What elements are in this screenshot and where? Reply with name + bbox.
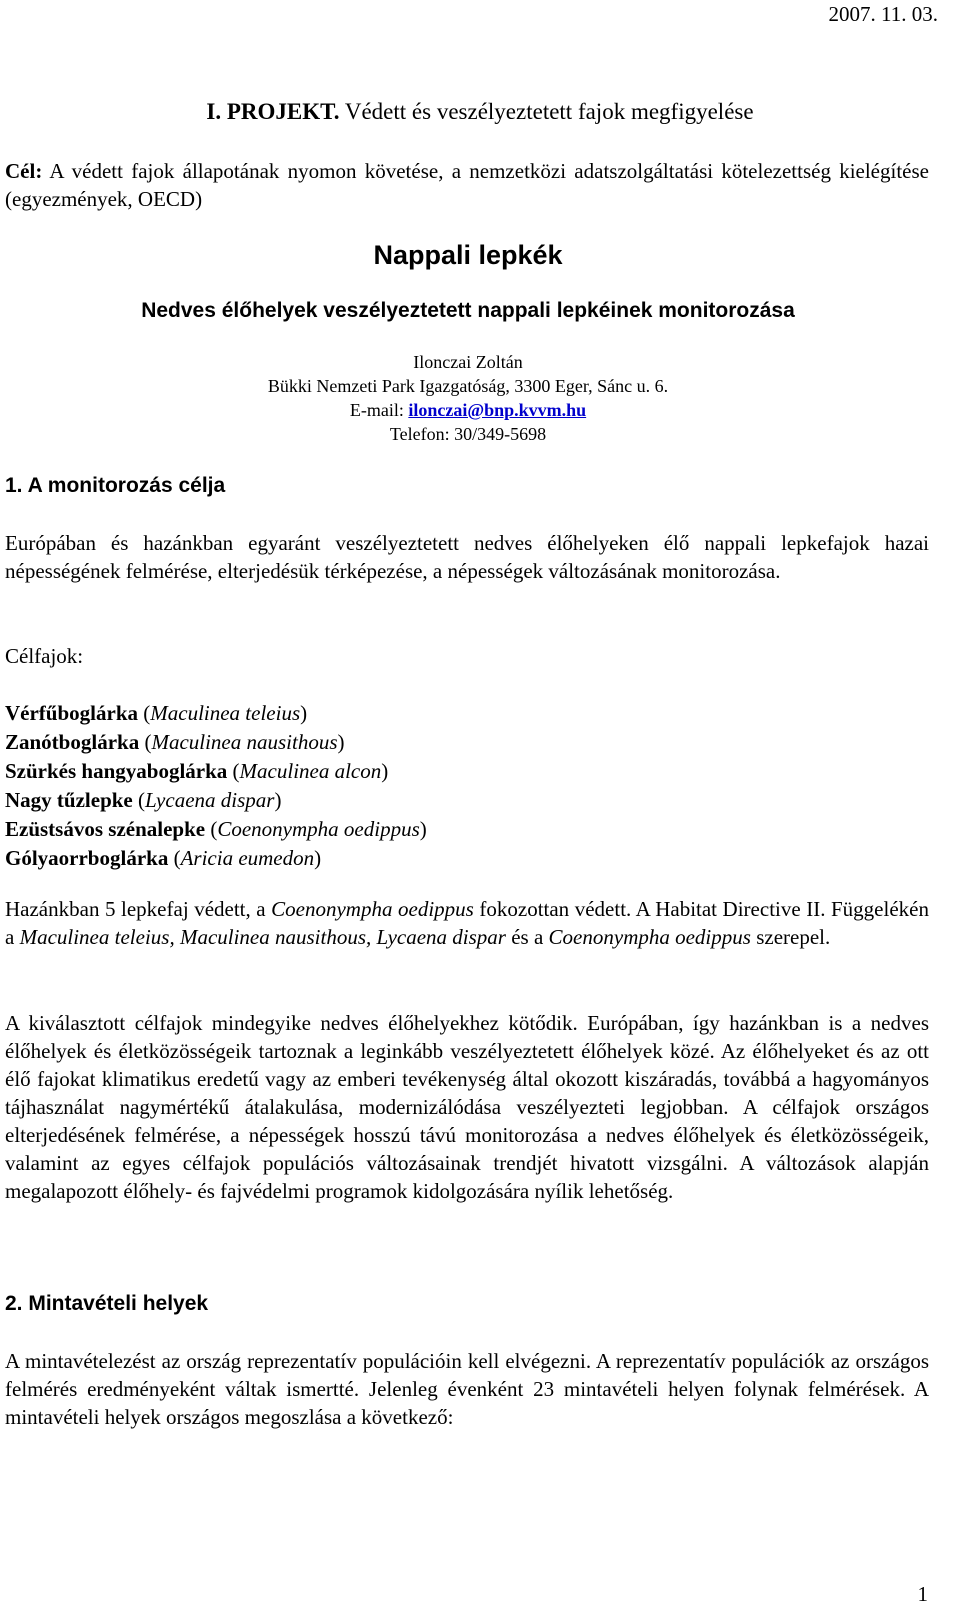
list-item: Szürkés hangyaboglárka (Maculinea alcon) (5, 759, 389, 783)
email-link[interactable]: ilonczai@bnp.kvvm.hu (408, 400, 587, 420)
author-name: Ilonczai Zoltán (413, 352, 523, 372)
document-date: 2007. 11. 03. (828, 2, 938, 26)
author-block (0, 350, 936, 446)
list-item: Zanótboglárka (Maculinea nausithous) (5, 730, 345, 754)
email-label: E-mail: (349, 400, 409, 420)
sampling-paragraph: A mintavételezést az ország reprezentatív populációin kell elvégezni. A reprezentatív populációk az országos felmérés eredményeként váltak ismertté. Jelenleg évenként 23 mintavételi helyen folynak felmérések. A mintavételi helyek országos megoszlása a következő: (5, 1349, 929, 1429)
author-phone: Telefon: 30/349-5698 (389, 424, 547, 444)
section-heading-1: 1. A monitorozás célja (5, 474, 226, 497)
purpose-paragraph: Európában és hazánkban egyaránt veszélyeztetett nedves élőhelyeken élő nappali lepkefajok hazai népességének felmérése, elterjedésük térképezése, a népességek változásának monitorozása. (5, 531, 929, 583)
author-email-line (0, 398, 936, 422)
list-item: Gólyaorrboglárka (Aricia eumedon) (5, 846, 322, 870)
page-number: 1 (917, 1582, 928, 1606)
project-title-lead: I. PROJEKT. (206, 99, 340, 124)
list-item: Vérfűboglárka (Maculinea teleius) (5, 701, 308, 725)
goal-text: A védett fajok állapotának nyomon követése, a nemzetközi adatszolgáltatási kötelezettség kielégítése (egyezmények, OECD) (5, 159, 929, 211)
page-subtitle: Nedves élőhelyek veszélyeztetett nappali lepkéinek monitorozása (141, 299, 795, 322)
habitat-paragraph: A kiválasztott célfajok mindegyike nedves élőhelyekhez kötődik. Európában, így hazánkban is a nedves élőhelyek és életközösségeik tartoznak a leginkább veszélyeztetett élőhelyek közé. Az élőhelyeket és az ott élő fajokat klimatikus eredetű vagy az emberi tevékenység által okozott kiszáradás, továbbá a hagyományos tájhasználat nagymértékű átalakulása, modernizálódása veszélyezteti legjobban. A célfajok országos elterjedésének felmérése, a népességek hosszú távú monitorozása a nedves élőhelyek és életközösségeik, valamint az egyes célfajok populációs változásainak trendjét hivatott vizsgálni. A változások alapján megalapozott élőhely- és fajvédelmi programok kidolgozására nyílik lehetőség. (5, 1011, 929, 1203)
project-title-rest: Védett és veszélyeztetett fajok megfigyelése (339, 99, 754, 124)
author-affiliation: Bükki Nemzeti Park Igazgatóság, 3300 Eger, Sánc u. 6. (267, 376, 669, 396)
protection-paragraph: Hazánkban 5 lepkefaj védett, a Coenonympha oedippus fokozottan védett. A Habitat Directive II. Függelékén a Maculinea teleius, Maculinea nausithous, Lycaena dispar és a Coenonympha oedippus szerepel. (5, 897, 929, 949)
goal-label: Cél: (5, 159, 43, 183)
target-species-label: Célfajok: (5, 644, 84, 668)
list-item: Ezüstsávos szénalepke (Coenonympha oedippus) (5, 817, 427, 841)
goal-paragraph (5, 157, 929, 213)
project-title (0, 99, 960, 125)
species-list (5, 699, 427, 873)
list-item: Nagy tűzlepke (Lycaena dispar) (5, 788, 282, 812)
page-title: Nappali lepkék (373, 240, 563, 270)
section-heading-2: 2. Mintavételi helyek (5, 1292, 209, 1315)
